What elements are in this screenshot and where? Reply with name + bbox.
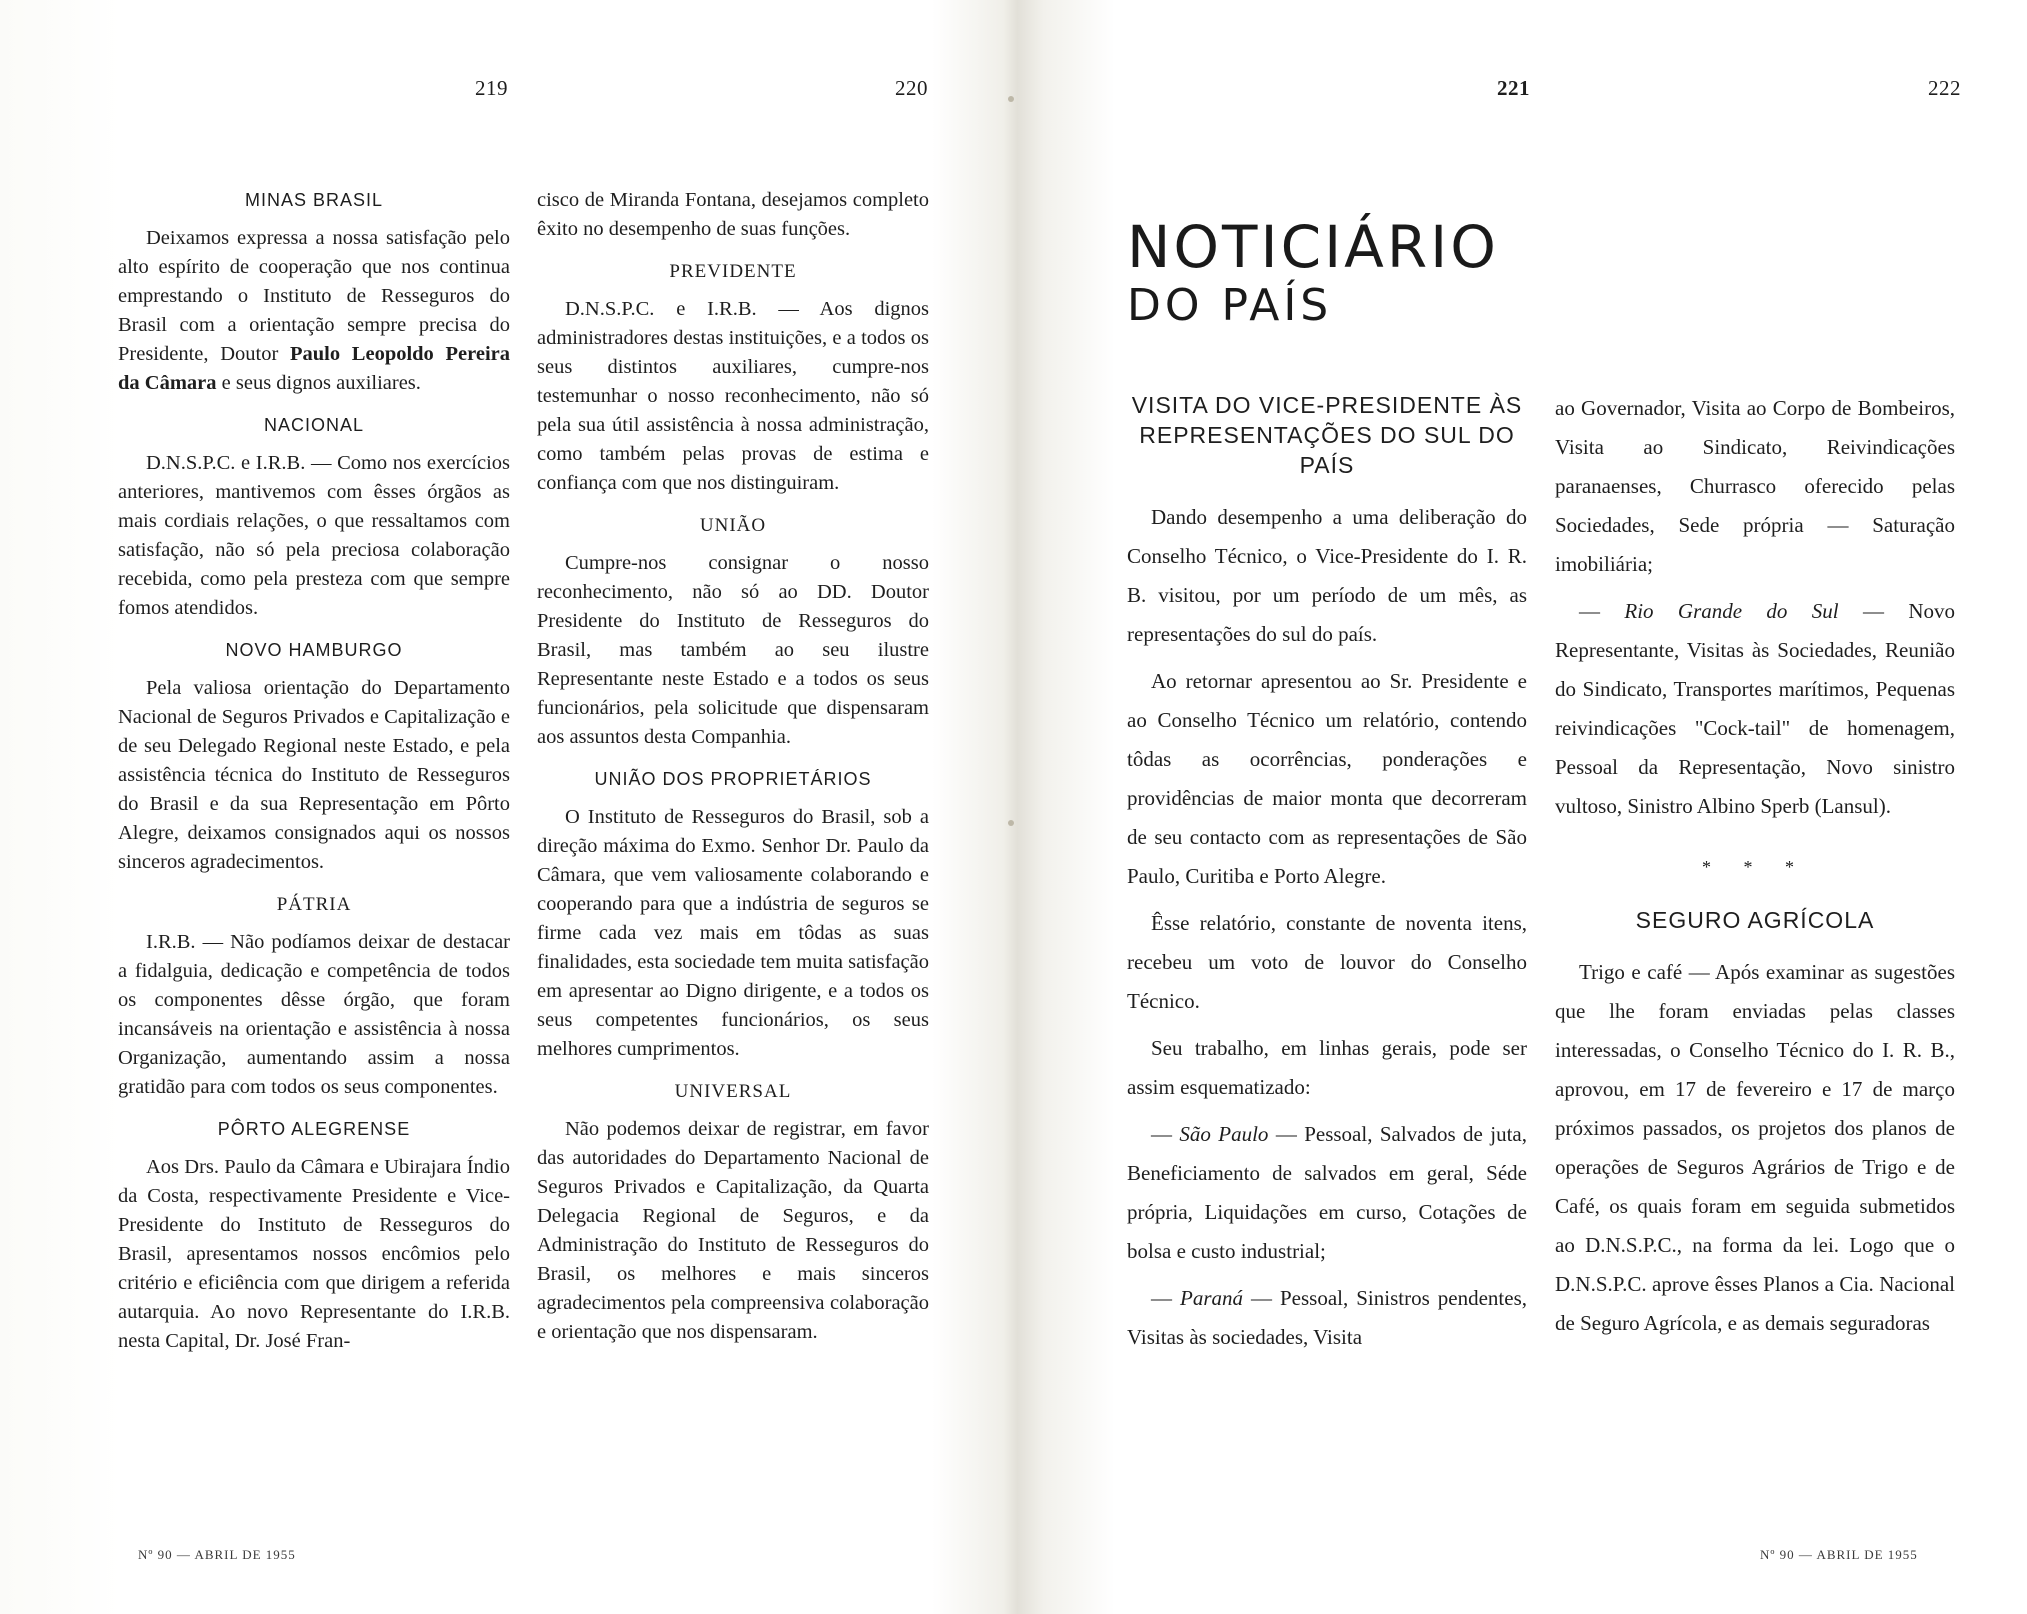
page-number-221: 221 bbox=[1497, 76, 1530, 100]
column-page-220-right bbox=[537, 186, 929, 1360]
paragraph-universal: Não podemos deixar de registrar, em favor das autoridades do Departamento Nacional de Seguros Privados e Capitalização, da Quarta Delegacia Regional de Seguros, e da Administração do Instituto de Resseguros do Brasil, os melhores e mais sinceros agradecimentos pela compreensiva colaboração e orientação que nos dispensaram. bbox=[537, 1118, 929, 1343]
page-number-219: 219 bbox=[475, 76, 508, 100]
section-heading-porto-alegrense: PÔRTO ALEGRENSE bbox=[217, 1119, 411, 1139]
section-divider-stars: * * * bbox=[1702, 857, 1808, 877]
footer-right: Nº 90 — ABRIL DE 1955 bbox=[1760, 1547, 1918, 1562]
page-number-222: 222 bbox=[1928, 76, 1961, 100]
paragraph-continuation: cisco de Miranda Fontana, desejamos completo êxito no desempenho de suas funções. bbox=[537, 189, 929, 240]
paragraph-visita-3: Êsse relatório, constante de noventa itens, recebeu um voto de louvor do Conselho Técnico. bbox=[1127, 911, 1527, 1013]
paragraph-uniao-proprietarios: O Instituto de Resseguros do Brasil, sob a direção máxima do Exmo. Senhor Dr. Paulo da Câmara, que vem valiosamente colaborando e cooperando para que a indústria de seguros se firme cada vez mais em tôdas as suas finalidades, esta sociedade tem muita satisfação em apresentar ao Digno dirigente, e a todos os seus competentes funcionários, os seus melhores cumprimentos. bbox=[537, 806, 929, 1060]
section-heading-previdente: PREVIDENTE bbox=[669, 261, 797, 282]
paragraph-previdente: D.N.S.P.C. e I.R.B. — Aos dignos administradores destas instituições, e a todos os seus distintos auxiliares, cumpre-nos testemunhar o nosso reconhecimento, não só pela sua útil assistência à nossa administração, como também pelas provas de estima e confiança com que nos distinguiram. bbox=[537, 298, 929, 494]
section-heading-uniao: UNIÃO bbox=[699, 515, 767, 536]
paragraph-sao-paulo: — São Paulo — Pessoal, Salvados de juta, Beneficiamento de salvados em geral, Séde própria, Liquidações em curso, Cotações de bolsa e custo industrial; bbox=[1127, 1122, 1527, 1263]
paragraph-uniao: Cumpre-nos consignar o nosso reconhecimento, não só ao DD. Doutor Presidente do Instituto de Resseguros do Brasil, mas também ao seu ilustre Representante neste Estado e a todos os seus funcionários, pela solicitude que dispensaram aos assuntos desta Companhia. bbox=[537, 552, 929, 748]
masthead-line-1: NOTICIÁRIO bbox=[1127, 213, 1499, 281]
section-heading-novo-hamburgo: NOVO HAMBURGO bbox=[225, 640, 403, 660]
section-heading-uniao-proprietarios: UNIÃO DOS PROPRIETÁRIOS bbox=[594, 769, 872, 789]
page-number-220: 220 bbox=[895, 76, 928, 100]
section-heading-universal: UNIVERSAL bbox=[674, 1081, 792, 1102]
region-sao-paulo: São Paulo bbox=[1179, 1122, 1269, 1146]
section-heading-visita: VISITA DO VICE-PRESIDENTE ÀS REPRESENTAÇÕES DO SUL DO PAÍS bbox=[1131, 392, 1523, 478]
footer-left: Nº 90 — ABRIL DE 1955 bbox=[138, 1547, 296, 1562]
paragraph-visita-4: Seu trabalho, em linhas gerais, pode ser assim esquematizado: bbox=[1127, 1036, 1527, 1099]
paragraph-parana: — Paraná — Pessoal, Sinistros pendentes, Visitas às sociedades, Visita bbox=[1127, 1286, 1527, 1349]
masthead-line-2: DO PAÍS bbox=[1127, 280, 1333, 331]
masthead-noticiario-do-pais bbox=[1127, 214, 1499, 332]
name-highlight: Paulo Leopoldo Pereira da Câmara bbox=[118, 343, 510, 394]
section-heading-minas-brasil: MINAS BRASIL bbox=[244, 190, 384, 210]
region-rio-grande-do-sul: Rio Grande do Sul bbox=[1624, 599, 1839, 623]
paragraph-seguro-agricola: Trigo e café — Após examinar as sugestões que lhe foram enviadas pelas classes interessadas, o Conselho Técnico do I. R. B., aprovou, em 17 de fevereiro e 17 de março próximos passados, os projetos dos planos de operações de Seguros Agrários de Trigo e de Café, os quais foram em seguida submetidos ao D.N.S.P.C., na forma da lei. Logo que o D.N.S.P.C. aprove êsses Planos a Cia. Nacional de Seguro Agrícola, e as demais seguradoras bbox=[1555, 960, 1955, 1335]
paragraph-minas-brasil: Deixamos expressa a nossa satisfação pelo alto espírito de cooperação que nos continua emprestando o Instituto de Resseguros do Brasil com a orientação sempre precisa do Presidente, Doutor Paulo Leopoldo Pereira da Câmara e seus dignos auxiliares. bbox=[118, 227, 510, 394]
region-parana: Paraná bbox=[1180, 1286, 1243, 1310]
paragraph-nacional: D.N.S.P.C. e I.R.B. — Como nos exercícios anteriores, mantivemos com êsses órgãos as mais cordiais relações, o que ressaltamos com satisfação, não só pela preciosa colaboração recebida, como pela presteza com que sempre fomos atendidos. bbox=[118, 452, 510, 619]
column-page-222 bbox=[1555, 389, 1955, 1351]
paragraph-novo-hamburgo: Pela valiosa orientação do Departamento Nacional de Seguros Privados e Capitalização e de seu Delegado Regional neste Estado, e pela assistência técnica do Instituto de Resseguros do Brasil e da sua Representação em Pôrto Alegre, deixamos consignados aqui os nossos sinceros agradecimentos. bbox=[118, 677, 510, 873]
section-heading-seguro-agricola: SEGURO AGRÍCOLA bbox=[1635, 907, 1875, 933]
column-page-219-left bbox=[118, 186, 510, 1369]
section-heading-nacional: NACIONAL bbox=[263, 415, 365, 435]
paragraph-visita-1: Dando desempenho a uma deliberação do Conselho Técnico, o Vice-Presidente do I. R. B. visitou, por um período de um mês, as representações do sul do país. bbox=[1127, 505, 1527, 646]
binding-mark bbox=[1008, 96, 1014, 102]
paragraph-parana-continued: ao Governador, Visita ao Corpo de Bombeiros, Visita ao Sindicato, Reivindicações paranaenses, Churrasco oferecido pelas Sociedades, Sede própria — Saturação imobiliária; bbox=[1555, 396, 1955, 576]
paragraph-rio-grande: — Rio Grande do Sul — Novo Representante, Visitas às Sociedades, Reunião do Sindicato, Transportes marítimos, Pequenas reivindicações "Cock-tail" de homenagem, Pessoal da Representação, Novo sinistro vultoso, Sinistro Albino Sperb (Lansul). bbox=[1555, 599, 1956, 818]
section-heading-patria: PÁTRIA bbox=[276, 894, 352, 915]
paragraph-visita-2: Ao retornar apresentou ao Sr. Presidente e ao Conselho Técnico um relatório, contendo tôdas as ocorrências, ponderações e providências de maior monta que decorreram de seu contacto com as representações de São Paulo, Curitiba e Porto Alegre. bbox=[1127, 669, 1527, 888]
column-page-221 bbox=[1127, 384, 1527, 1365]
paragraph-patria: I.R.B. — Não podíamos deixar de destacar a fidalguia, dedicação e competência de todos os componentes dêsse órgão, que foram incansáveis na orientação e assistência à nossa Organização, aumentando assim a nossa gratidão para com todos os seus componentes. bbox=[118, 931, 510, 1098]
binding-mark bbox=[1008, 820, 1014, 826]
paragraph-porto-alegrense: Aos Drs. Paulo da Câmara e Ubirajara Índio da Costa, respectivamente Presidente e Vice-Presidente do Instituto de Resseguros do Brasil, apresentamos nossos encômios pelo critério e eficiência com que dirigem a referida autarquia. Ao novo Representante do I.R.B. nesta Capital, Dr. José Fran- bbox=[118, 1156, 510, 1352]
